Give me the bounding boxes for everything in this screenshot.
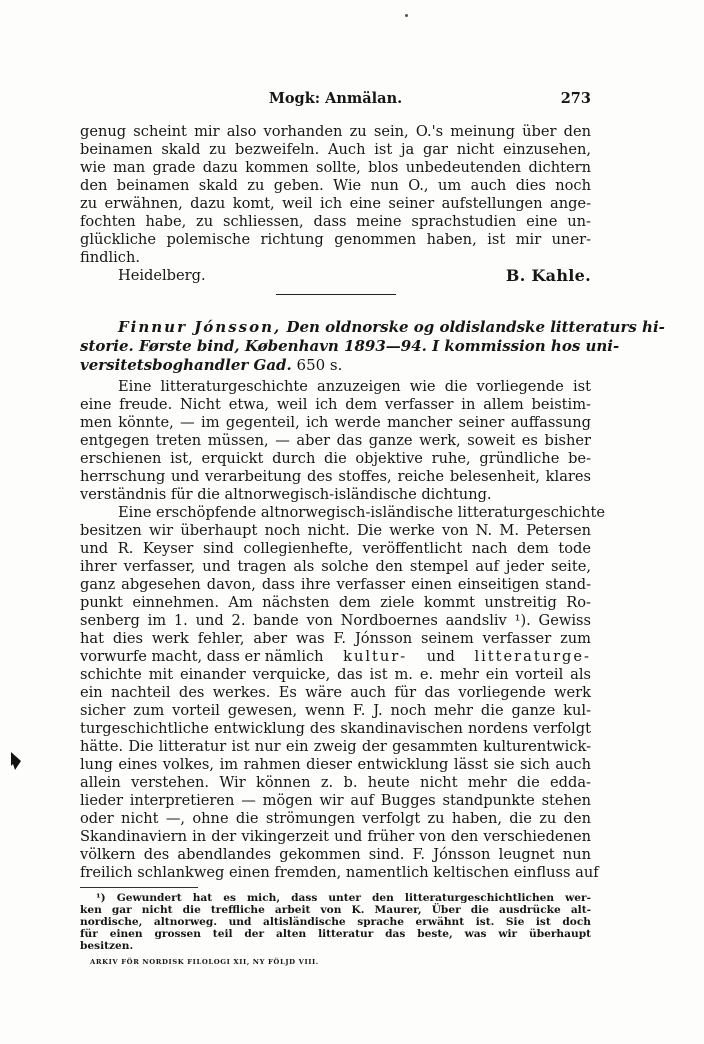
running-header: [80, 90, 591, 108]
text-line: eine freude. Nicht etwa, weil ich dem verfasser in allem beistim-: [80, 396, 591, 413]
footnote-line: besitzen.: [80, 940, 134, 952]
text-line: ihrer verfasser, und tragen als solche den stempel auf jeder seite,: [80, 558, 591, 575]
signature-place: Heidelberg.: [118, 267, 206, 284]
text-line: fochten habe, zu schliessen, dass meine sprachstudien eine un-: [80, 213, 591, 230]
text-line: Skandinaviern in der vikingerzeit und früher von den verschiedenen: [80, 828, 591, 845]
bib-author: Finnur Jónsson,: [118, 318, 282, 336]
spaced-term: kultur-: [343, 648, 408, 665]
text-line: lung eines volkes, im rahmen dieser entwicklung lässt sie sich auch: [80, 756, 591, 773]
text-line: zu erwähnen, dazu komt, weil ich eine seiner aufstellungen ange-: [80, 195, 591, 212]
text-line: sicher zum vorteil gewesen, wenn F. J. noch mehr die ganze kul-: [80, 702, 591, 719]
text-line: lieder interpretieren — mögen wir auf Bugges standpunkte stehen: [80, 792, 591, 809]
bib-line: storie. Første bind, København 1893—94. I kommission hos uni-: [80, 337, 620, 355]
text-line: senberg im 1. und 2. bande von Nordboernes aandsliv ¹). Gewiss: [80, 612, 591, 629]
running-title: Mogk: Anmälan.: [268, 90, 403, 107]
text-line: [80, 648, 591, 666]
text-line: Eine litteraturgeschichte anzuzeigen wie die vorliegende ist: [118, 378, 591, 395]
footnote-line: ¹) Gewundert hat es mich, dass unter den litteraturgeschichtlichen wer-: [96, 892, 591, 904]
text-line: ganz abgesehen davon, dass ihre verfasser einen einseitigen stand-: [80, 576, 591, 593]
text-line: wie man grade dazu kommen sollte, blos unbedeutenden dichtern: [80, 159, 591, 176]
text-line: findlich.: [80, 249, 141, 266]
text-line: hat dies werk fehler, aber was F. Jónsson seinem verfasser zum: [80, 630, 591, 647]
text-line: glückliche polemische richtung genommen haben, ist mir uner-: [80, 231, 591, 248]
text-line: oder nicht —, ohne die strömungen verfolgt zu haben, die zu den: [80, 810, 591, 827]
bib-pages: 650 s.: [291, 356, 343, 374]
page-number: 273: [560, 90, 591, 107]
text-span: und: [422, 648, 460, 665]
footnote-line: für einen grossen teil der alten litteratur das beste, was wir überhaupt: [80, 928, 591, 940]
footnote-line: nordische, altnorweg. und altisländische sprache erwähnt ist. Sie ist doch: [80, 916, 591, 928]
footnote-line: ken gar nicht die treffliche arbeit von K. Maurer, Über die ausdrücke alt-: [80, 904, 591, 916]
spaced-term: litteraturge-: [474, 648, 591, 665]
text-line: beinamen skald zu bezweifeln. Auch ist ja gar nicht einzusehen,: [80, 141, 591, 158]
bib-line: [80, 356, 591, 375]
text-line: und R. Keyser sind collegienhefte, veröffentlicht nach dem tode: [80, 540, 591, 557]
text-line: allein verstehen. Wir können z. b. heute nicht mehr die edda-: [80, 774, 591, 791]
text-line: schichte mit einander verquicke, das ist m. e. mehr ein vorteil als: [80, 666, 591, 683]
text-line: freilich schlankweg einen fremden, namentlich keltischen einfluss auf: [80, 864, 599, 881]
text-line: punkt einnehmen. Am nächsten dem ziele kommt unstreitig Ro-: [80, 594, 591, 611]
footnote-rule: [80, 887, 198, 888]
margin-arrow-icon: [10, 752, 22, 774]
text-line: verständnis für die altnorwegisch-isländische dichtung.: [80, 486, 492, 503]
text-line: besitzen wir überhaupt noch nicht. Die werke von N. M. Petersen: [80, 522, 591, 539]
text-line: völkern des abendlandes gekommen sind. F. Jónsson leugnet nun: [80, 846, 591, 863]
text-line: den beinamen skald zu geben. Wie nun O., um auch dies noch: [80, 177, 591, 194]
text-line: hätte. Die litteratur ist nur ein zweig der gesammten kulturentwick-: [80, 738, 591, 755]
bib-line: [118, 318, 665, 337]
text-line: ein nachteil des werkes. Es wäre auch für das vorliegende werk: [80, 684, 591, 701]
text-line: men könnte, — im gegenteil, ich werde mancher seiner auffassung: [80, 414, 591, 431]
text-span: vorwurfe macht, dass er nämlich: [80, 648, 329, 665]
section-divider: [276, 294, 396, 295]
text-line: herrschung und verarbeitung des stoffes, reiche belesenheit, klares: [80, 468, 591, 485]
signature-line: ARKIV FÖR NORDISK FILOLOGI XII, NY FÖLJD VIII.: [90, 958, 319, 966]
text-line: genug scheint mir also vorhanden zu sein, O.'s meinung über den: [80, 123, 591, 140]
text-line: turgeschichtliche entwicklung des skandinavischen nordens verfolgt: [80, 720, 591, 737]
bib-publisher: versitetsboghandler Gad.: [80, 356, 292, 374]
text-line: erschienen ist, erquickt durch die objektive ruhe, gründliche be-: [80, 450, 591, 467]
text-line: entgegen treten müssen, — aber das ganze werk, soweit es bisher: [80, 432, 591, 449]
signature-author: B. Kahle.: [505, 266, 591, 285]
bib-title: Den oldnorske og oldislandske litteraturs hi-: [281, 318, 665, 336]
text-line: Eine erschöpfende altnorwegisch-isländische litteraturgeschichte: [118, 504, 606, 521]
speck: [405, 14, 408, 17]
